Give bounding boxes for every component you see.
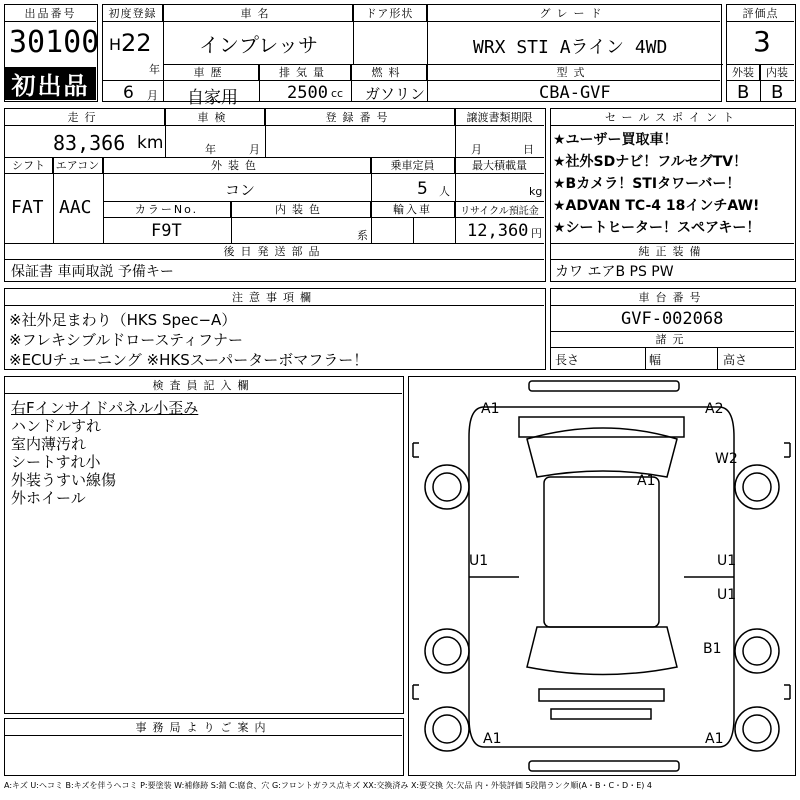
- grade-label: グレード: [427, 5, 720, 22]
- fuel: ガソリン: [365, 85, 426, 103]
- sales-point: ★社外SDナビ！フルセグTV！: [553, 154, 748, 170]
- color-no: F9T: [151, 221, 182, 241]
- transfer-label: 譲渡書類期限: [455, 109, 544, 126]
- chassis-label: 車台番号: [551, 289, 794, 306]
- capacity-label: 乗車定員: [371, 157, 455, 174]
- year-suffix: 年: [149, 63, 160, 76]
- trans-day: 日: [523, 143, 534, 156]
- load-label: 最大積載量: [455, 157, 544, 174]
- equip-label: 純正装備: [551, 243, 794, 260]
- reg-month: 6: [123, 83, 134, 103]
- ac-label: エアコン: [53, 157, 103, 174]
- insp-year: 年: [205, 143, 216, 156]
- sales-point: ★ADVAN TC-4 18インチAW!: [553, 198, 760, 214]
- score: 3: [753, 25, 771, 58]
- recycle-label: リサイクル預託金: [455, 201, 544, 218]
- note-line: ※ECUチューニング ※HKSスーパーターボマフラー！: [9, 351, 369, 369]
- shift: FAT: [11, 197, 44, 218]
- note-line: ※フレキシブルドロースティフナー: [9, 331, 243, 349]
- color-label: 外装色: [103, 157, 371, 174]
- legend: A:キズ U:ヘコミ B:キズを伴うヘコミ P:要塗装 W:補修跡 S:錆 C:腐食、穴 G:フロントガラス点キズ XX:交換済み X:要交換 欠:欠品 内・外装評価 5段階ランク順(A・B・C・D・E) 4: [4, 781, 653, 790]
- ac: AAC: [59, 197, 92, 218]
- int-label: 内装: [760, 64, 794, 81]
- inspector-line: 右Fインサイドパネル小歪み: [11, 399, 199, 417]
- first-listing-badge: 初出品: [5, 67, 96, 100]
- grade: WRX STI Aライン 4WD: [473, 37, 668, 58]
- car-name: インプレッサ: [199, 33, 318, 57]
- inspection-label: 車検: [165, 109, 265, 126]
- sales-box: [550, 108, 796, 282]
- damage-mark: A2: [705, 401, 724, 417]
- door-label: ドア形状: [353, 5, 427, 22]
- displacement-unit: cc: [331, 87, 344, 100]
- office-box: [4, 718, 404, 776]
- height-label: 高さ: [723, 353, 748, 367]
- color-no-label: カラーNo.: [103, 201, 231, 218]
- car-name-label: 車名: [163, 5, 353, 22]
- damage-mark: U1: [717, 587, 737, 603]
- car-outline: [409, 377, 794, 774]
- reg-no-label: 登録番号: [265, 109, 455, 126]
- sales-label: セールスポイント: [551, 109, 794, 126]
- load-unit: kg: [529, 185, 543, 198]
- inspector-label: 検査員記入欄: [5, 377, 402, 394]
- recycle: 12,360: [467, 221, 529, 241]
- inspector-line: 室内薄汚れ: [11, 435, 87, 453]
- score-label: 評価点: [727, 5, 794, 22]
- details-box: [4, 108, 546, 282]
- int-grade: B: [771, 82, 784, 103]
- notes-label: 注意事項欄: [5, 289, 544, 306]
- damage-mark: U1: [717, 553, 737, 569]
- office-label: 事務局よりご案内: [5, 719, 402, 736]
- model: CBA-GVF: [539, 83, 611, 103]
- damage-mark: A1: [481, 401, 500, 417]
- displacement: 2500: [287, 83, 328, 103]
- width-label: 幅: [649, 353, 662, 367]
- history-label: 車歴: [163, 64, 259, 81]
- era: H: [109, 35, 122, 54]
- mileage-label: 走行: [5, 109, 165, 126]
- capacity: 5: [417, 179, 428, 199]
- history: 自家用: [187, 88, 238, 108]
- lot-no-label: 出品番号: [5, 5, 96, 22]
- damage-mark: W2: [715, 451, 738, 467]
- length-label: 長さ: [555, 353, 580, 367]
- mileage: 83,366: [53, 131, 126, 155]
- month-suffix: 月: [147, 89, 158, 102]
- displacement-label: 排気量: [259, 64, 351, 81]
- inspector-box: [4, 376, 404, 714]
- insp-month: 月: [249, 143, 260, 156]
- notes-box: [4, 288, 546, 370]
- car-info-box: [102, 4, 722, 108]
- first-reg-label: 初度登録: [103, 5, 163, 22]
- inspector-line: 外ホイール: [11, 489, 86, 507]
- chassis-number: GVF-002068: [621, 309, 724, 329]
- lot-box: [4, 4, 98, 102]
- lot-number: 30100: [9, 25, 100, 60]
- damage-mark: A1: [483, 731, 502, 747]
- mileage-unit: km: [137, 133, 164, 153]
- color: コン: [225, 181, 256, 199]
- damage-mark: A1: [705, 731, 724, 747]
- ext-label: 外装: [727, 64, 760, 81]
- damage-diagram: [408, 376, 796, 776]
- sales-point: ★Bカメラ！STIタワーバー！: [553, 176, 741, 192]
- equipment: カワ エアB PS PW: [555, 264, 674, 280]
- import-label: 輸入車: [371, 201, 455, 218]
- later-label: 後日発送部品: [5, 243, 544, 260]
- score-box: [726, 4, 796, 102]
- later-parts: 保証書 車両取説 予備キー: [11, 264, 174, 280]
- shift-label: シフト: [5, 157, 53, 174]
- int-color-label: 内装色: [231, 201, 371, 218]
- trans-month: 月: [471, 143, 482, 156]
- note-line: ※社外足まわり（HKS Spec−A）: [9, 311, 237, 329]
- inspector-line: 外装うすい線傷: [11, 471, 117, 489]
- inspector-line: ハンドルすれ: [11, 417, 102, 435]
- model-label: 型式: [427, 64, 720, 81]
- sales-point: ★シートヒーター！スペアキー！: [553, 220, 761, 236]
- ext-grade: B: [737, 82, 750, 103]
- damage-mark: B1: [703, 641, 722, 657]
- chassis-box: [550, 288, 796, 370]
- fuel-label: 燃料: [351, 64, 427, 81]
- reg-year: 22: [121, 29, 152, 57]
- capacity-unit: 人: [439, 185, 450, 198]
- dims-label: 諸元: [551, 331, 794, 348]
- inspector-line: シートすれ小: [11, 453, 101, 471]
- sales-point: ★ユーザー買取車！: [553, 132, 678, 148]
- damage-mark: A1: [637, 473, 656, 489]
- damage-mark: U1: [469, 553, 489, 569]
- int-color-suffix: 系: [357, 229, 368, 242]
- recycle-unit: 円: [531, 227, 542, 240]
